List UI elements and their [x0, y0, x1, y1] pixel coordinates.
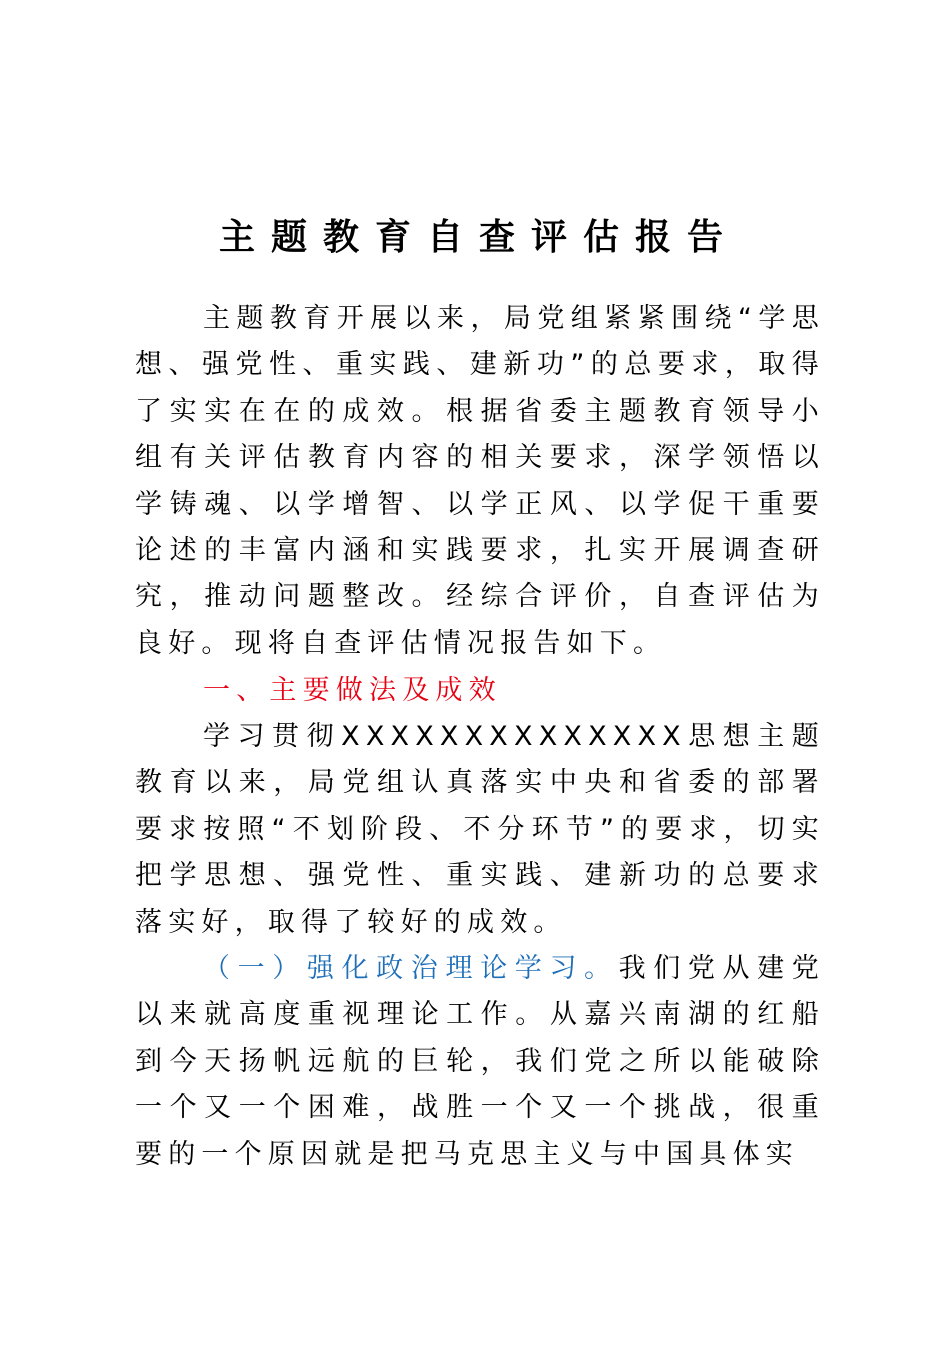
- subsection-body: 我们党从建党以来就高度重视理论工作。从嘉兴南湖的红船到今天扬帆远航的巨轮，我们党之所以能破除一个又一个困难，战胜一个又一个挑战，很重要的一个原因就是把马克思主义与中国具体实: [135, 953, 825, 1170]
- subsection-heading: （一）强化政治理论学习。: [203, 953, 619, 984]
- section-paragraph: [135, 714, 825, 946]
- subsection-paragraph-text: [135, 946, 825, 1178]
- subsection-paragraph: [135, 946, 825, 1178]
- section-paragraph-text: 学习贯彻XXXXXXXXXXXXXX思想主题教育以来，局党组认真落实中央和省委的部署要求按照“不划阶段、不分环节”的要求，切实把学思想、强党性、重实践、建新功的总要求落实好，取得了较好的成效。: [135, 721, 825, 938]
- section-heading-text: 一、主要做法及成效: [203, 675, 502, 706]
- intro-paragraph-text: 主题教育开展以来，局党组紧紧围绕“学思想、强党性、重实践、建新功”的总要求，取得了实实在在的成效。根据省委主题教育领导小组有关评估教育内容的相关要求，深学领悟以学铸魂、以学增智、以学正风、以学促干重要论述的丰富内涵和实践要求，扎实开展调查研究，推动问题整改。经综合评价，自查评估为良好。现将自查评估情况报告如下。: [135, 303, 825, 659]
- intro-paragraph: [135, 296, 825, 667]
- document-title: 主题教育自查评估报告: [218, 217, 739, 258]
- section-heading: [135, 668, 825, 714]
